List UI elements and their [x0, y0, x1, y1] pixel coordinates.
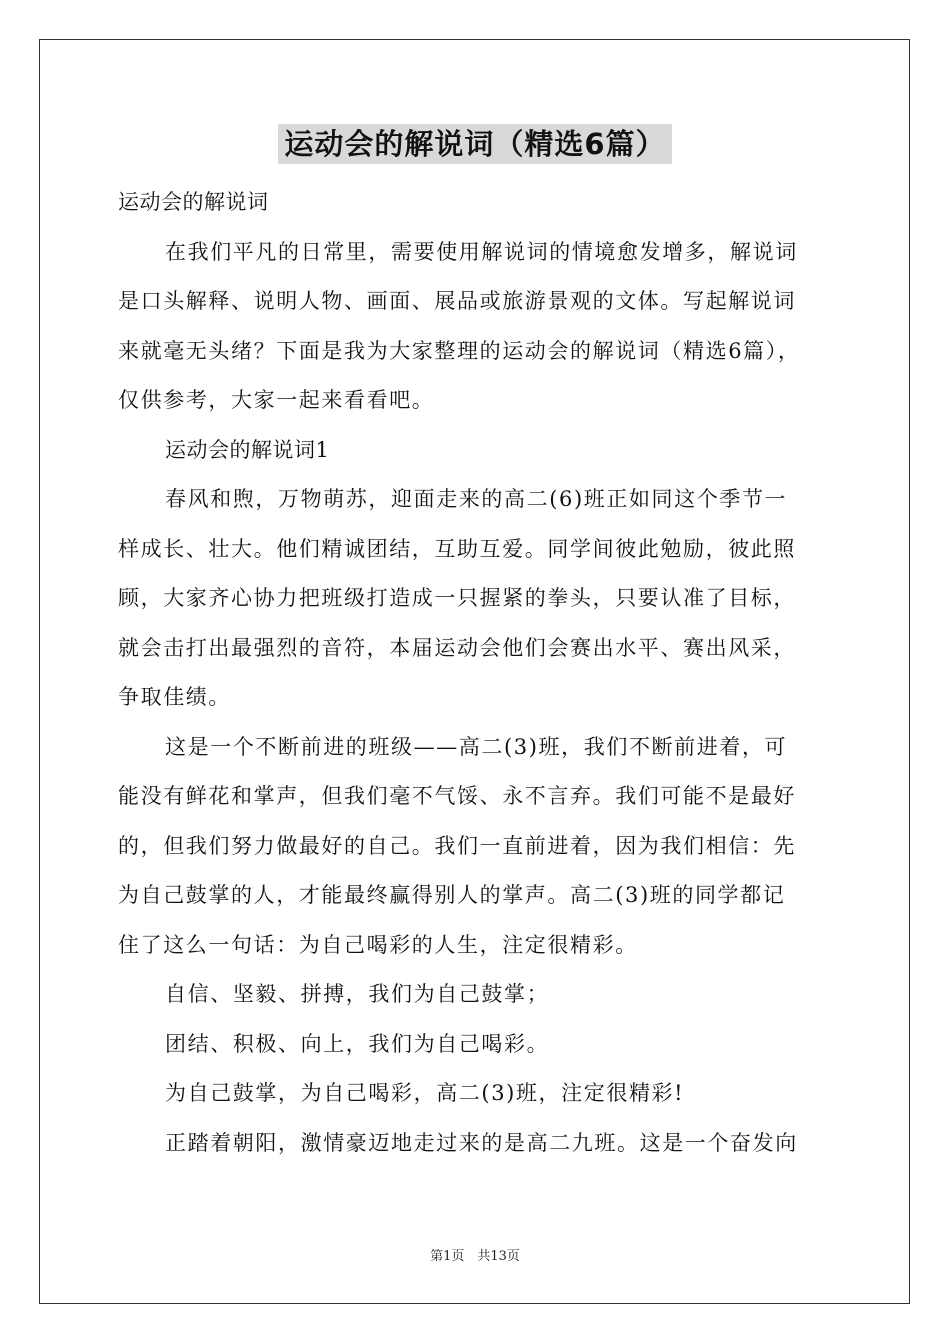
- text-line: 自信、坚毅、拼搏，我们为自己鼓掌；: [165, 982, 550, 1006]
- text-line: 顾，大家齐心协力把班级打造成一只握紧的拳头，只要认准了目标，: [118, 586, 796, 610]
- text-line: 能没有鲜花和掌声，但我们毫不气馁、永不言弃。我们可能不是最好: [118, 784, 796, 808]
- text-line: 正踏着朝阳，激情豪迈地走过来的是高二九班。这是一个奋发向: [165, 1130, 798, 1155]
- text-line: 住了这么一句话：为自己喝彩的人生，注定很精彩。: [118, 932, 638, 957]
- text-line: 这是一个不断前进的班级——高二(3)班，我们不断前进着，可: [165, 734, 788, 759]
- text-line: 为自己鼓掌的人，才能最终赢得别人的掌声。高二(3)班的同学都记: [118, 883, 786, 907]
- text-line: 团结、积极、向上，我们为自己喝彩。: [165, 1031, 550, 1056]
- text-line: 为自己鼓掌，为自己喝彩，高二(3)班，注定很精彩!: [165, 1081, 685, 1105]
- text-line: 春风和煦，万物萌苏，迎面走来的高二(6)班正如同这个季节一: [165, 487, 788, 511]
- section-heading: 运动会的解说词1: [165, 437, 330, 462]
- text-line: 的，但我们努力做最好的自己。我们一直前进着，因为我们相信：先: [118, 833, 796, 858]
- text-line: 仅供参考，大家一起来看看吧。: [118, 388, 435, 412]
- text-line: 是口头解释、说明人物、画面、展品或旅游景观的文体。写起解说词: [118, 289, 796, 313]
- document-body: [118, 178, 840, 1168]
- text-line: 争取佳绩。: [118, 685, 231, 709]
- text-line: 在我们平凡的日常里，需要使用解说词的情境愈发增多，解说词: [165, 239, 798, 264]
- page-footer: 第1页 共13页: [430, 1249, 520, 1264]
- text-line: 就会击打出最强烈的音符，本届运动会他们会赛出水平、赛出风采，: [118, 635, 796, 660]
- text-line: 来就毫无头绪？下面是我为大家整理的运动会的解说词（精选6篇），: [118, 338, 801, 363]
- section-label: 运动会的解说词: [118, 190, 269, 214]
- title-container: [0, 124, 950, 164]
- text-line: 样成长、壮大。他们精诚团结，互助互爱。同学间彼此勉励，彼此照: [118, 536, 796, 561]
- document-title: 运动会的解说词（精选6篇）: [278, 124, 671, 164]
